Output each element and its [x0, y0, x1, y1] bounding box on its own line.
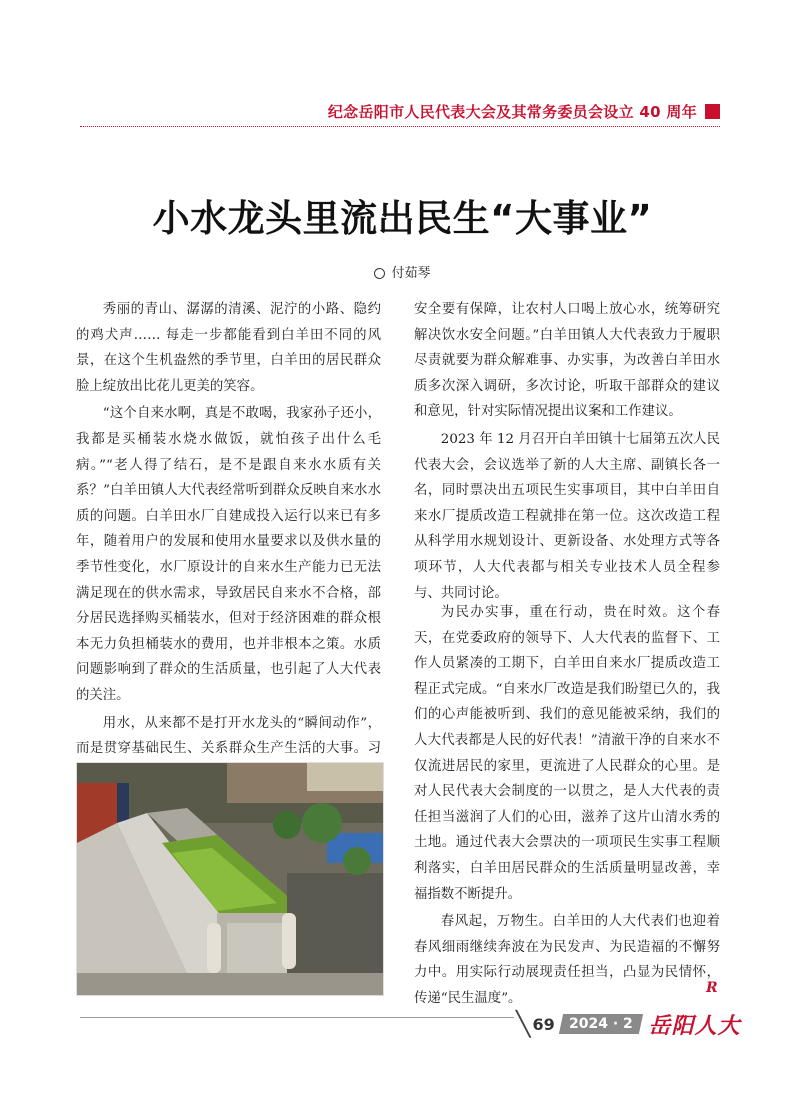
footer [516, 1010, 741, 1038]
section-header-text: 纪念岳阳市人民代表大会及其常务委员会设立 40 周年 [327, 102, 697, 121]
end-mark: R [706, 980, 718, 996]
paragraph: 2023 年 12 月召开白羊田镇十七届第五次人民代表大会，会议选举了新的人大主席、副镇长各一名，同时票决出五项民生实事项目，其中白羊田自来水厂提质改造工程就排在第一位。这次改造工程从科学用水规划设计、更新设备、水处理方式等各项环节，人大代表都与相关专业技术人员全程参与、共同讨论。 [414, 431, 720, 601]
circle-icon [374, 268, 385, 279]
section-header [60, 98, 720, 124]
left-column [76, 297, 381, 789]
header-divider [80, 126, 720, 127]
issue-label: 2024 · 2 [568, 1016, 633, 1032]
magazine-logo: 岳阳人大 [648, 1012, 741, 1039]
author-name: 付茹琴 [391, 266, 431, 281]
paragraph: 秀丽的青山、潺潺的清溪、泥泞的小路、隐约的鸡犬声…… 每走一步都能看到白羊田不同的风景，在这个生机盎然的季节里，白羊田的居民群众脸上绽放出比花儿更美的笑容。 [76, 302, 381, 394]
header-square-icon [705, 104, 720, 119]
paragraph: 为民办实事，重在行动，贵在时效。这个春天，在党委政府的领导下、人大代表的监督下、工作人员紧凑的工期下，白羊田自来水厂提质改造工程正式完成。“自来水厂改造是我们盼望已久的，我们的心声能被听到、我们的意见能被采纳，我们的人大代表都是人民的好代表！”清澈干净的自来水不仅流进居民的家里，更流进了人民群众的心里。是对人民代表大会制度的一以贯之，是人大代表的责任担当滋润了人们的心田，滋养了这片山清水秀的土地。通过代表大会票决的一项项民生实事工程顺利落实，白羊田居民群众的生活质量明显改善，幸福指数不断提升。 [414, 605, 720, 902]
right-column-top [414, 297, 720, 608]
backslash-icon: ╲ [516, 1010, 531, 1038]
water-plant-photo [76, 762, 384, 996]
article-title: 小水龙头里流出民生“大事业” [152, 197, 653, 240]
paragraph: 用水，从来都不是打开水龙头的“瞬间动作”，而是贯穿基础民生、关系群众生产生活的大事。习 [76, 715, 381, 757]
footer-divider [80, 1017, 514, 1018]
author-line [0, 262, 805, 281]
page-number: 69 [532, 1014, 555, 1034]
paragraph: 安全要有保障，让农村人口喝上放心水，统筹研究解决饮水安全问题。”白羊田镇人大代表致力于履职尽责就要为群众解难事、办实事，为改善白羊田水质多次深入调研，多次讨论，听取干部群众的建议和意见，针对实际情况提出议案和工作建议。 [414, 302, 720, 420]
paragraph: 春风起，万物生。白羊田的人大代表们也迎着春风细雨继续奔波在为民发声、为民造福的不懈努力中。用实际行动展现责任担当，凸显为民情怀，传递“民生温度”。 [414, 914, 720, 1006]
paragraph: “这个自来水啊，真是不敢喝，我家孙子还小，我都是买桶装水烧水做饭，就怕孩子出什么毛病。”“老人得了结石，是不是跟自来水水质有关系？”白羊田镇人大代表经常听到群众反映自来水水质的问题。白羊田水厂自建成投入运行以来已有多年，随着用户的发展和使用水量要求以及供水量的季节性变化，水厂原设计的自来水生产能力已无法满足现在的供水需求，导致居民自来水不合格，部分居民选择购买桶装水，但对于经济困难的群众根本无力负担桶装水的费用，也并非根本之策。水质问题影响到了群众的生活质量，也引起了人大代表的关注。 [76, 406, 381, 703]
right-column-bottom [414, 600, 720, 1014]
issue-badge [559, 1014, 643, 1034]
